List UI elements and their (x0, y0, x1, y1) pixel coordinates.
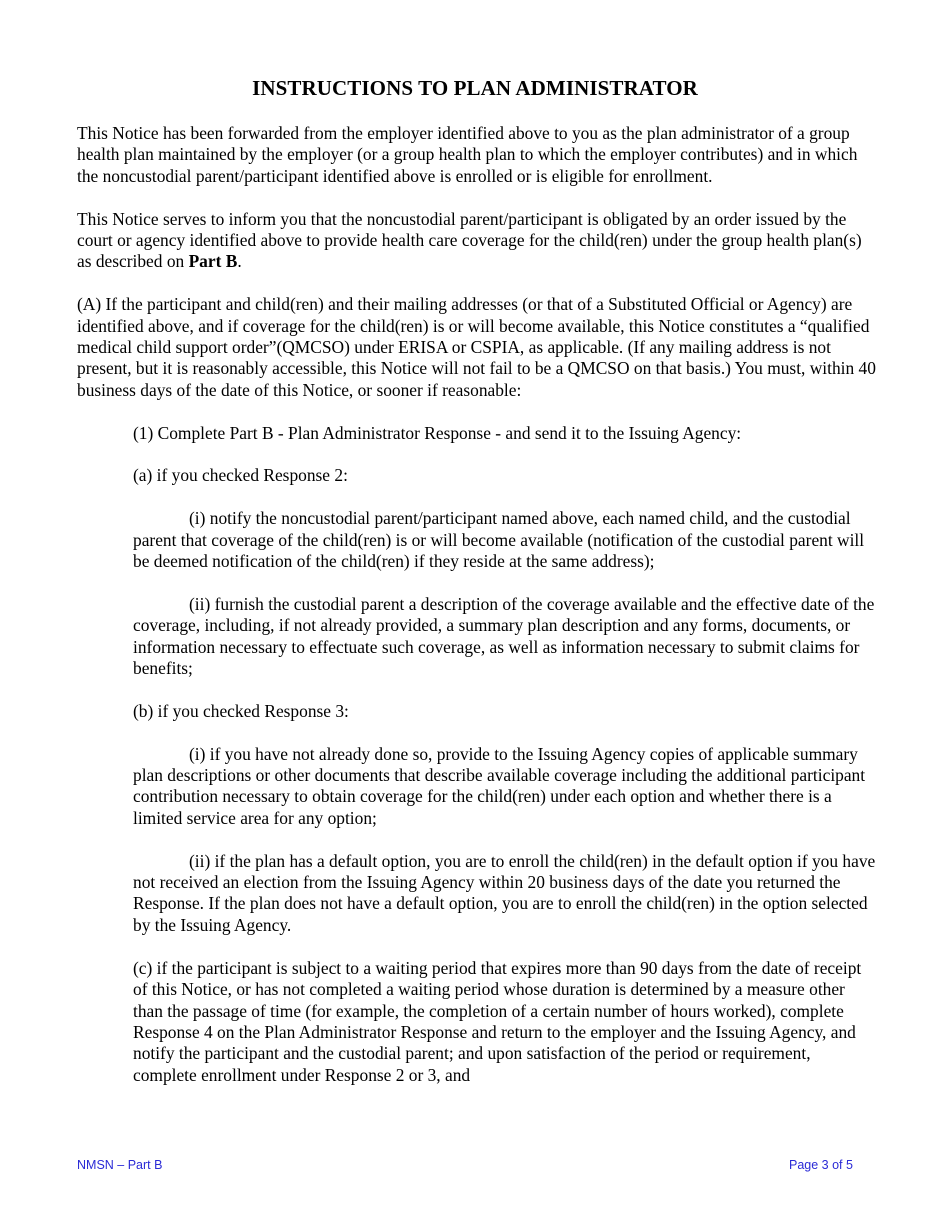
list-item-b-ii: (ii) if the plan has a default option, you are to enroll the child(ren) in the default option if you have not received an election from the Issuing Agency within 20 business days of the date you returned the Response. If the plan does not have a default option, you are to enroll the child(ren) in the option selected by the Issuing Agency. (133, 850, 876, 935)
paragraph-notice-forwarded: This Notice has been forwarded from the employer identified above to you as the plan administrator of a group health plan maintained by the employer (or a group health plan to which the employer contributes) and in which the noncustodial parent/participant identified above is enrolled or is eligible for enrollment. (77, 123, 858, 186)
list-item-a-ii: (ii) furnish the custodial parent a description of the coverage available and the effective date of the coverage, including, if not already provided, a summary plan description and any forms, documents, or information necessary to effectuate such coverage, as well as information necessary to submit claims for benefits; (133, 593, 875, 679)
paragraph-notice-inform (77, 209, 877, 273)
list-item-b: (b) if you checked Response 3: (133, 700, 349, 721)
list-item-c: (c) if the participant is subject to a waiting period that expires more than 90 days from the date of receipt of this Notice, or has not completed a waiting period whose duration is determined by a measure other than the passage of time (for example, the completion of a certain number of hours worked), complete Response 4 on the Plan Administrator Response and return to the employer and the Issuing Agency, and notify the participant and the custodial parent; and upon satisfaction of the period or requirement, complete enrollment under Response 2 or 3, and (133, 957, 862, 1085)
page-title: INSTRUCTIONS TO PLAN ADMINISTRATOR (252, 76, 698, 100)
part-b-reference: Part B (188, 251, 238, 272)
document-body (77, 123, 877, 1108)
list-item-a: (a) if you checked Response 2: (133, 465, 348, 486)
footer-form-name: NMSN – Part B (77, 1158, 163, 1172)
footer-page-number: Page 3 of 5 (789, 1158, 853, 1172)
paragraph-text: This Notice serves to inform you that the noncustodial parent/participant is obligated by an order issued by the court or agency identified above to provide health care coverage for the child(ren) under the group health plan(s) as described on (77, 208, 862, 272)
list-item-a-i: (i) notify the noncustodial parent/participant named above, each named child, and the custodial parent that coverage of the child(ren) is or will become available (notification of the custodial parent will be deemed notification of the child(ren) if they reside at the same address); (133, 508, 865, 572)
list-item-b-i: (i) if you have not already done so, provide to the Issuing Agency copies of applicable summary plan descriptions or other documents that describe available coverage including the additional participant contribution necessary to obtain coverage for the child(ren) under each option and whether there is a limited service area for any option; (133, 743, 866, 828)
paragraph-section-a: (A) If the participant and child(ren) and their mailing addresses (or that of a Substituted Official or Agency) are identified above, and if coverage for the child(ren) is or will become available, this Notice constitutes a “qualified medical child support order”(QMCSO) under ERISA or CSPIA, as applicable. (If any mailing address is not present, but it is reasonably accessible, this Notice will not fail to be a QMCSO on that basis.) You must, within 40 business days of the date of this Notice, or sooner if reasonable: (77, 294, 876, 400)
paragraph-end: . (237, 251, 242, 272)
list-item-1: (1) Complete Part B - Plan Administrator Response - and send it to the Issuing Agency: (133, 422, 742, 443)
